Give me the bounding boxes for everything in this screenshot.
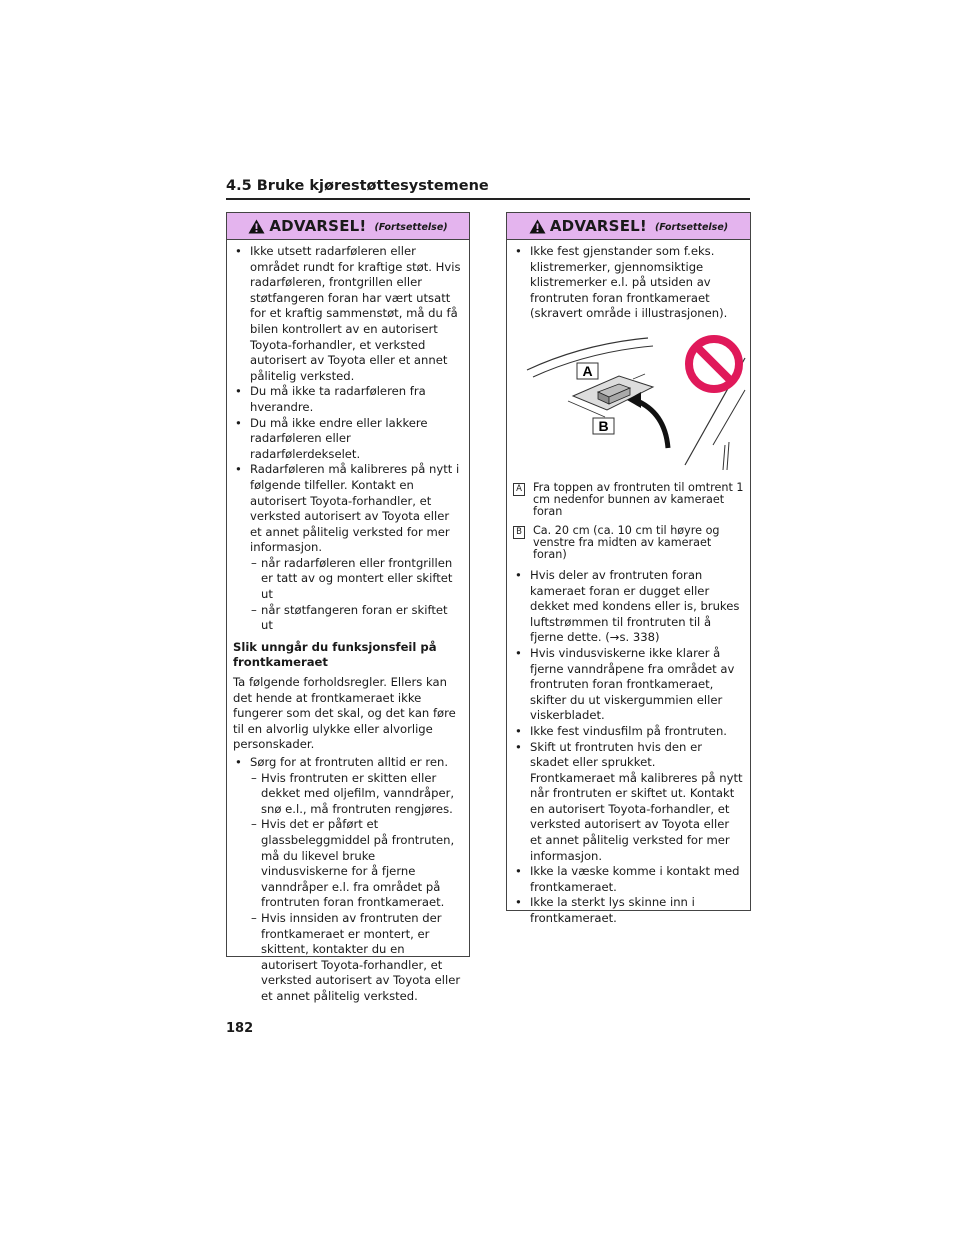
- bullet-item: • Du må ikke endre eller lakkere radarføleren eller radarfølerdekselet.: [233, 416, 463, 463]
- dash-item: – Hvis det er påført et glassbeleggmiddel på frontruten, må du likevel bruke vindusviskerne for å fjerne vanndråper e.l. fra området på frontruten foran frontkameraet.: [233, 817, 463, 911]
- warning-box-right: [506, 212, 751, 926]
- dash-item: – Hvis frontruten er skitten eller dekket med oljefilm, vanndråper, snø e.l., må frontruten rengjøres.: [233, 771, 463, 818]
- a-pillar-line: [727, 442, 729, 470]
- letter-badge-b: B: [513, 526, 525, 539]
- note-a-text: Fra toppen av frontruten til omtrent 1 cm nedenfor bunnen av kameraet foran: [533, 480, 744, 518]
- subheading: Slik unngår du funksjonsfeil på frontkameraet: [233, 639, 437, 670]
- bullet-item: • Ikke la sterkt lys skinne inn i frontkameraet.: [513, 895, 744, 926]
- a-pillar-line: [723, 445, 725, 470]
- bullet-item: • Hvis vindusviskerne ikke klarer å fjerne vanndråpene fra området av frontruten foran frontkameraet, skifter du ut viskergummien eller viskerbladet.: [513, 646, 744, 724]
- bullet-item: • Ikke fest vindusfilm på frontruten.: [513, 724, 744, 740]
- bullet-item: • Ikke fest gjenstander som f.eks. klistremerker, gjennomsiktige klistremerker e.l. på utsiden av frontruten foran frontkameraet (skravert område i illustrasjonen).: [513, 244, 744, 322]
- warning-box-left: [226, 212, 470, 1003]
- note-b-text: Ca. 20 cm (ca. 10 cm til høyre og venstre fra midten av kameraet foran): [533, 523, 720, 561]
- warning-title: ADVARSEL!: [549, 217, 647, 235]
- dimension-line-a: [633, 374, 645, 379]
- continued-label: (Fortsettelse): [374, 222, 448, 233]
- note-a: [513, 482, 744, 518]
- bullet-item: • Ikke utsett radarføleren eller området rundt for kraftige støt. Hvis radarføleren, frontgrillen eller støtfangeren foran har vært utsatt for et kraftig sammenstøt, må du få bilen kontrollert av en autorisert Toyota-forhandler, et verksted autorisert av Toyota eller et annet pålitelig verksted.: [233, 244, 463, 384]
- warning-header: [507, 213, 750, 240]
- prohibition-bar: [697, 347, 731, 381]
- title-rule: [226, 198, 750, 200]
- bullet-item: • Ikke la væske komme i kontakt med frontkameraet.: [513, 864, 744, 895]
- paragraph: Ta følgende forholdsregler. Ellers kan det hende at frontkameraet ikke fungerer som det skal, og det kan føre til en alvorlig ulykke eller alvorlige personskader.: [233, 675, 456, 752]
- page-number: 182: [226, 1021, 254, 1036]
- label-a: A: [582, 362, 593, 379]
- bullet-item: • Sørg for at frontruten alltid er ren.: [233, 755, 463, 771]
- bullet-item: • Skift ut frontruten hvis den er skadet eller sprukket. Frontkameraet må kalibreres på nytt når frontruten er skiftet ut. Kontakt en autorisert Toyota-forhandler, et verksted autorisert av Toyota eller et annet pålitelig verksted for mer informasjon.: [513, 740, 744, 865]
- continued-label: (Fortsettelse): [654, 222, 729, 233]
- a-pillar-line: [713, 390, 745, 445]
- dash-item: – når støtfangeren foran er skiftet ut: [233, 603, 463, 634]
- dash-item: – Hvis innsiden av frontruten der frontkameraet er montert, er skittent, kontakter du en autorisert Toyota-forhandler, et verksted autorisert av Toyota eller et annet pålitelig verksted.: [233, 911, 463, 1005]
- warning-header: [227, 213, 469, 240]
- bullet-item: • Hvis deler av frontruten foran kameraet foran er dugget eller dekket med kondens eller is, brukes luftstrømmen til frontruten til å fjerne dette. (→s. 338): [513, 568, 744, 646]
- windshield-camera-illustration: [513, 330, 746, 470]
- note-b: [513, 525, 744, 561]
- illustration-svg: [513, 330, 746, 470]
- bullet-item: • Radarføleren må kalibreres på nytt i følgende tilfeller. Kontakt en autorisert Toyota-forhandler, et verksted autorisert av Toyota eller et annet pålitelig verksted for mer informasjon.: [233, 462, 463, 556]
- bullet-item: • Du må ikke ta radarføleren fra hverandre.: [233, 384, 463, 415]
- dash-item: – når radarføleren eller frontgrillen er tatt av og montert eller skiftet ut: [233, 556, 463, 603]
- letter-badge-a: A: [513, 483, 525, 496]
- warning-triangle-icon: [248, 219, 265, 234]
- section-title: 4.5 Bruke kjørestøttesystemene: [226, 178, 489, 194]
- warning-triangle-icon: [529, 219, 546, 234]
- label-b: B: [598, 417, 609, 434]
- warning-title: ADVARSEL!: [269, 217, 367, 235]
